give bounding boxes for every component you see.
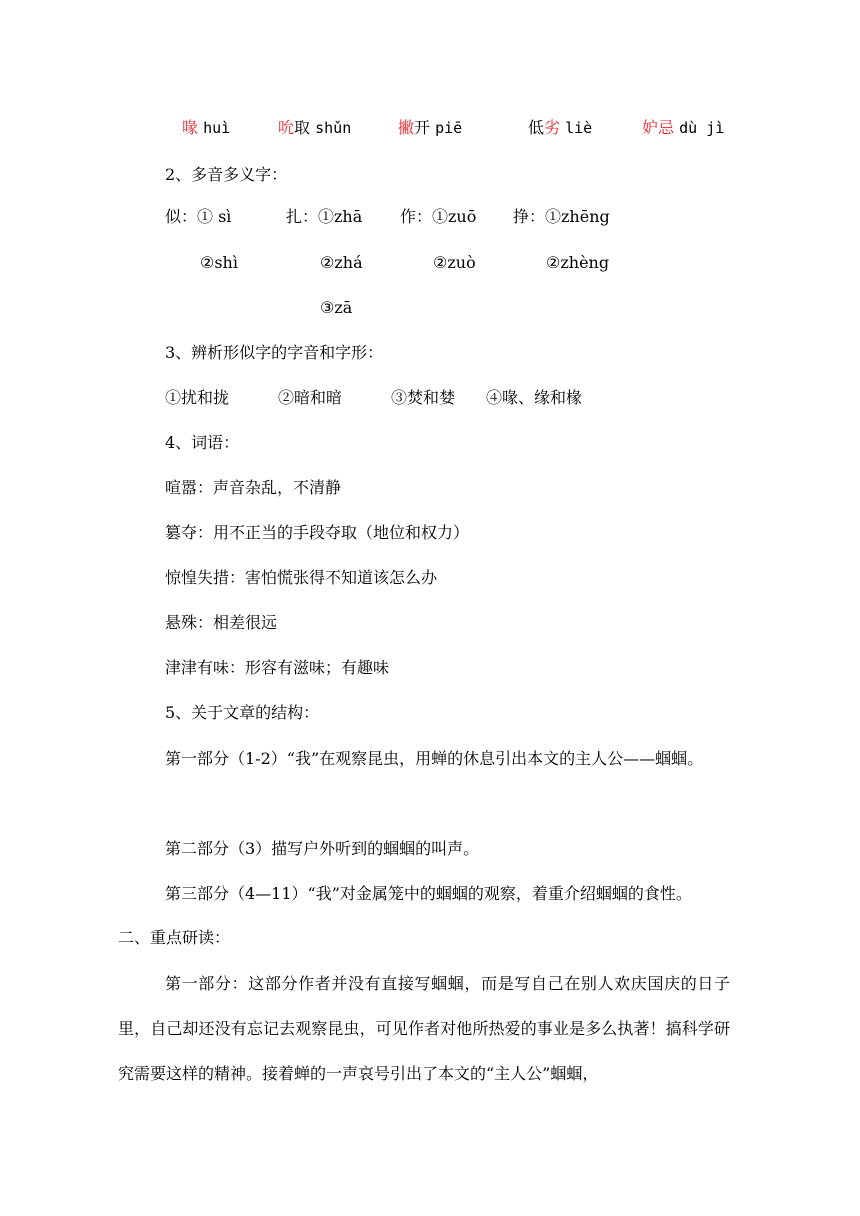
- vocab-item-1: [182, 118, 230, 138]
- vocab-pinyin: dù jì: [679, 119, 725, 137]
- section-5-heading: 5、关于文章的结构：: [165, 703, 320, 722]
- term-5: 津津有味：形容有滋味；有趣味: [165, 658, 390, 677]
- similar-chars-1: ①扰和拢: [165, 388, 230, 407]
- structure-part-1: 第一部分（1-2）“我”在观察昆虫，用蝉的休息引出本文的主人公——蝈蝈。: [165, 749, 704, 768]
- similar-chars-2: ②暗和暗: [278, 388, 343, 407]
- vocab-item-4: [528, 118, 592, 138]
- vocab-item-3: [398, 118, 462, 138]
- vocab-word: 吮: [278, 118, 295, 137]
- similar-chars-3: ③焚和婪: [391, 388, 456, 407]
- term-3: 惊惶失措：害怕慌张得不知道该怎么办: [165, 568, 438, 587]
- section-2-heading: 2、多音多义字：: [165, 165, 288, 184]
- part-2-heading: 二、重点研读：: [118, 928, 231, 947]
- term-4: 悬殊：相差很远: [165, 613, 278, 632]
- analysis-paragraph: 第一部分：这部分作者并没有直接写蝈蝈，而是写自己在别人欢庆国庆的日子里，自己却还没有忘记去观察昆虫，可见作者对他所热爱的事业是多么执著！搞科学研究需要这样的精神。接着蝉的一声哀号引出了本文的“主人公”蝈蝈，: [118, 974, 730, 1083]
- term-1: 喧嚣：声音杂乱，不清静: [165, 478, 342, 497]
- structure-part-3: 第三部分（4—11）“我”对金属笼中的蝈蝈的观察，着重介绍蝈蝈的食性。: [165, 884, 692, 903]
- term-2: 篡夺：用不正当的手段夺取（地位和权力）: [165, 523, 470, 542]
- vocab-word-prefix: 低: [528, 118, 545, 137]
- polyphone-si-2: ②shì: [200, 253, 238, 272]
- vocab-word: 喙: [182, 118, 199, 137]
- polyphone-zuo-2: ②zuò: [433, 253, 476, 272]
- polyphone-zuo-1: 作：①zuō: [400, 207, 477, 226]
- vocab-word: 劣: [544, 118, 561, 137]
- vocab-word-rest: 取: [294, 118, 311, 137]
- section-4-heading: 4、词语：: [165, 433, 240, 452]
- vocab-pinyin: shǔn: [315, 119, 352, 137]
- vocab-pinyin: liè: [565, 119, 593, 137]
- similar-chars-4: ④喙、缘和椽: [486, 388, 583, 407]
- structure-part-2: 第二部分（3）描写户外听到的蝈蝈的叫声。: [165, 839, 480, 858]
- vocab-word: 撇: [398, 118, 415, 137]
- polyphone-zha-3: ③zā: [320, 298, 353, 317]
- vocab-item-5: [642, 118, 724, 138]
- section-3-heading: 3、辨析形似字的字音和字形：: [165, 343, 384, 362]
- polyphone-zha-2: ②zhá: [320, 253, 363, 272]
- polyphone-zha-1: 扎：①zhā: [286, 207, 363, 226]
- polyphone-si-1: 似：① sì: [165, 207, 232, 226]
- polyphone-zheng-2: ②zhèng: [546, 253, 610, 272]
- vocab-word-rest: 开: [414, 118, 431, 137]
- polyphone-zheng-1: 挣：①zhēng: [513, 207, 610, 226]
- vocab-word: 妒忌: [642, 118, 675, 137]
- vocab-item-2: [278, 118, 351, 138]
- vocab-pinyin: piē: [435, 119, 463, 137]
- vocab-pinyin: huì: [203, 119, 231, 137]
